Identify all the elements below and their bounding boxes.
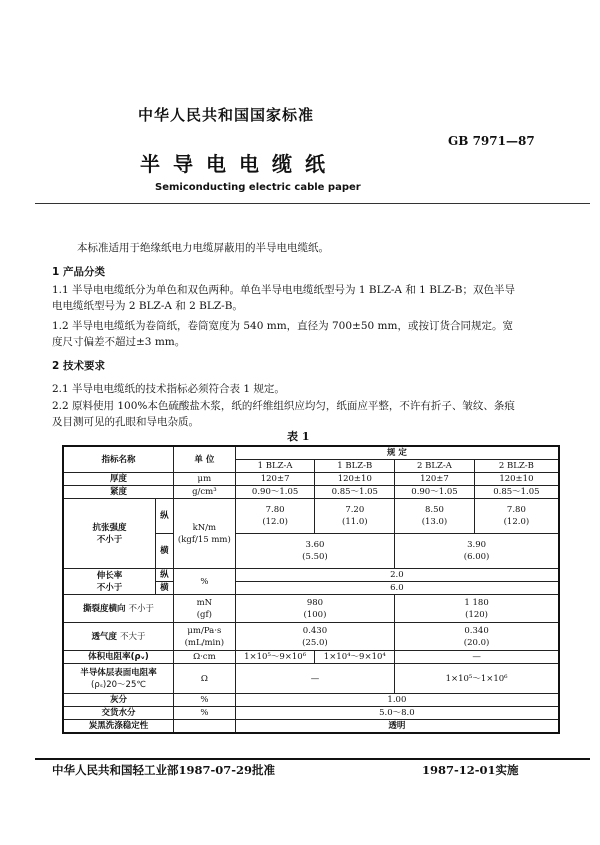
- value: 0.340: [464, 625, 489, 636]
- document-subtitle: Semiconducting electric cable paper: [155, 182, 361, 193]
- document-title: 半导电电缆纸: [140, 152, 338, 176]
- unit-primary: kN/m: [192, 522, 217, 533]
- section-2-heading: 2 技术要求: [52, 360, 105, 372]
- elongation-name: 伸长率: [96, 570, 123, 581]
- unit-primary: μm/Pa·s: [187, 625, 222, 636]
- cell: [395, 623, 559, 651]
- value-alt: (12.0): [503, 517, 530, 527]
- spec-table: [62, 445, 560, 734]
- row-label: 厚度: [63, 473, 173, 486]
- table-row: [63, 499, 559, 534]
- value-alt: (20.0): [463, 637, 490, 648]
- elongation-qualifier: 不小于: [96, 582, 123, 593]
- value-alt: (5.50): [302, 552, 328, 562]
- cell: [235, 623, 394, 651]
- value: 7.80: [265, 505, 285, 515]
- value-alt: (12.0): [262, 517, 288, 527]
- approval-line: 中华人民共和国轻工业部1987-07-29批准: [52, 763, 276, 777]
- model-1: 1 BLZ-A: [235, 460, 315, 473]
- row-unit: [173, 623, 235, 651]
- tensile-qualifier: 不小于: [96, 534, 123, 545]
- clause-2-2: 2.2 原料使用 100%本色硫酸盐木浆，纸的纤维组织应均匀，纸面应平整，不许有折子、皱纹、条痕及目测可见的孔眼和导电杂质。: [52, 400, 515, 428]
- footer-divider: [35, 758, 590, 760]
- row-label: [63, 623, 173, 651]
- cell: 0.85～1.05: [315, 486, 395, 499]
- table-row: [63, 569, 559, 582]
- row-unit: %: [173, 569, 235, 595]
- unit-secondary: (mL/min): [184, 637, 225, 648]
- header-indicator: 指标名称: [63, 446, 173, 473]
- table-row: [63, 623, 559, 651]
- table-header-row: [63, 446, 559, 460]
- row-label: 炭黑洗涤稳定性: [63, 720, 173, 734]
- air-name: 透气度: [91, 631, 117, 642]
- value: 1 180: [464, 597, 489, 608]
- cell: 1×10⁴～9×10⁴: [315, 651, 395, 664]
- cell: [235, 499, 315, 534]
- cell: [395, 595, 559, 623]
- cell: [235, 534, 394, 569]
- row-unit: Ω·cm: [173, 651, 235, 664]
- cell: 0.90～1.05: [395, 486, 475, 499]
- table-row: [63, 707, 559, 720]
- value: 8.50: [425, 505, 444, 515]
- model-4: 2 BLZ-B: [474, 460, 559, 473]
- clause-1-2: 1.2 半导电电缆纸为卷筒纸，卷筒宽度为 540 mm，直径为 700±50 mm，或按订货合同规定。宽度尺寸偏差不超过±3 mm。: [52, 320, 513, 348]
- model-3: 2 BLZ-A: [395, 460, 475, 473]
- direction-long: 纵: [155, 499, 173, 534]
- direction-long: 纵: [155, 569, 173, 582]
- tear-qualifier: 不小于: [128, 603, 154, 614]
- standard-number: GB 7971—87: [448, 134, 535, 148]
- direction-cross: 横: [155, 534, 173, 569]
- tensile-name: 抗张强度: [92, 522, 127, 533]
- row-label: 体积电阻率(ρᵥ): [63, 651, 173, 664]
- cell: 1×10⁵～1×10⁶: [395, 664, 559, 694]
- value: 0.430: [302, 625, 328, 636]
- model-2: 1 BLZ-B: [315, 460, 395, 473]
- table-row: [63, 651, 559, 664]
- row-label: [63, 664, 173, 694]
- row-unit: Ω: [173, 664, 235, 694]
- table-row: [63, 694, 559, 707]
- row-label: 紧度: [63, 486, 173, 499]
- air-qualifier: 不大于: [119, 631, 146, 642]
- cell: 2.0: [235, 569, 559, 582]
- value: 980: [306, 597, 324, 608]
- cell: [395, 534, 559, 569]
- cell: [395, 499, 475, 534]
- cell: 120±7: [235, 473, 315, 486]
- issuing-authority: 中华人民共和国国家标准: [138, 106, 315, 124]
- row-unit: [173, 499, 235, 569]
- header-unit: 单 位: [173, 446, 235, 473]
- cell: 120±10: [474, 473, 559, 486]
- row-label: [63, 569, 155, 595]
- cell: 0.90～1.05: [235, 486, 315, 499]
- row-label: [63, 499, 155, 569]
- unit-secondary: (kgf/15 mm): [177, 534, 231, 545]
- value-alt: (120): [465, 609, 488, 620]
- table-caption: 表 1: [287, 430, 310, 443]
- table-row: [63, 473, 559, 486]
- cell: —: [395, 651, 559, 664]
- row-label: [63, 595, 173, 623]
- direction-cross: 横: [155, 582, 173, 595]
- row-unit: [173, 595, 235, 623]
- header-divider: [35, 203, 590, 204]
- clause-1-1: 1.1 半导电电缆纸分为单色和双色两种。单色半导电电缆纸型号为 1 BLZ-A 和 1 BLZ-B；双色半导电电缆纸型号为 2 BLZ-A 和 2 BLZ-B。: [52, 284, 515, 312]
- value-alt: (6.00): [463, 552, 490, 562]
- surface-condition: (ρₛ)20～25℃: [91, 679, 146, 690]
- header-spec: 规 定: [235, 446, 559, 460]
- row-unit: [173, 720, 235, 734]
- effective-date: 1987-12-01实施: [422, 763, 519, 777]
- cell: 1.00: [235, 694, 559, 707]
- cell: 6.0: [235, 582, 559, 595]
- cell: 120±10: [315, 473, 395, 486]
- row-unit: μm: [173, 473, 235, 486]
- cell: 120±7: [395, 473, 475, 486]
- table-row: [63, 664, 559, 694]
- tear-name: 撕裂度横向: [82, 603, 126, 614]
- table-row: [63, 486, 559, 499]
- cell: —: [235, 664, 394, 694]
- cell: [474, 499, 559, 534]
- surface-name: 半导体层表面电阻率: [80, 667, 157, 678]
- value: 7.80: [506, 505, 526, 515]
- value: 7.20: [345, 505, 365, 515]
- cell: 透明: [235, 720, 559, 734]
- value-alt: (100): [303, 609, 327, 620]
- table-row: [63, 595, 559, 623]
- row-unit: %: [173, 694, 235, 707]
- row-unit: %: [173, 707, 235, 720]
- cell: 1×10⁵～9×10⁶: [235, 651, 315, 664]
- cell: [315, 499, 395, 534]
- row-unit: g/cm³: [173, 486, 235, 499]
- value: 3.90: [467, 540, 487, 550]
- value: 3.60: [305, 540, 325, 550]
- intro-paragraph: 本标准适用于绝缘纸电力电缆屏蔽用的半导电电缆纸。: [77, 242, 329, 254]
- clause-2-1: 2.1 半导电电缆纸的技术指标必须符合表 1 规定。: [52, 383, 285, 395]
- table-row: [63, 720, 559, 734]
- value-alt: (13.0): [421, 517, 448, 527]
- cell: [235, 595, 394, 623]
- cell: 0.85～1.05: [474, 486, 559, 499]
- value-alt: (25.0): [302, 637, 328, 648]
- section-1-heading: 1 产品分类: [52, 266, 105, 278]
- value-alt: (11.0): [342, 517, 368, 527]
- row-label: 灰分: [63, 694, 173, 707]
- cell: 5.0～8.0: [235, 707, 559, 720]
- row-label: 交货水分: [63, 707, 173, 720]
- unit-primary: mN: [196, 597, 213, 608]
- unit-secondary: (gf): [196, 609, 212, 620]
